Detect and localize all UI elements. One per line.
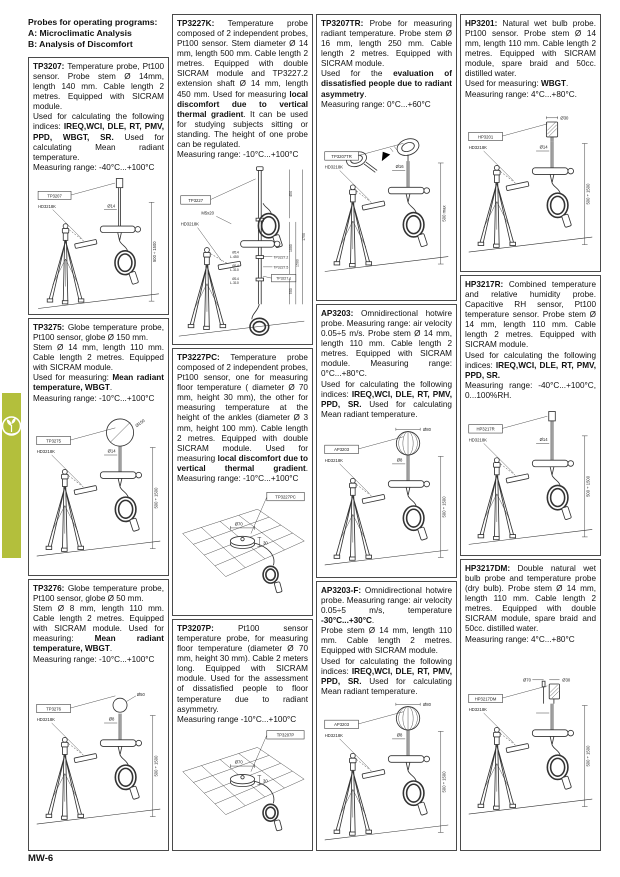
probe-code-label: TP3227 xyxy=(188,197,204,203)
dim-450: 450 xyxy=(289,191,294,197)
radiant-probe-figure xyxy=(321,110,452,298)
product-figure-ap3203f xyxy=(321,697,452,848)
tripod-probe-figure xyxy=(33,173,164,312)
product-desc-tp3275: TP3275: Globe temperature probe, Pt100 sensor, globe Ø 150 mm. Stem Ø 14 mm, length 110 mm. Cable length 2 metres. Equipped with SICRAM module. Used for measuring: Mean radiant temperature, WBGT. Measuring range: -10°C...+100°C xyxy=(33,323,164,403)
len3-label: L.310 xyxy=(230,281,239,286)
product-box-tp3276 xyxy=(28,579,169,851)
height-dim-label: 500 ÷ 1500 xyxy=(585,475,591,497)
clamp-label: HD3218K xyxy=(180,221,199,227)
probe-code-label: TP3207 xyxy=(47,193,62,199)
product-figure-hp3217r xyxy=(465,401,596,553)
product-figure-tp3207tr xyxy=(321,110,452,298)
height-dim-label: 500 ÷ 1500 xyxy=(441,496,447,518)
disc-diameter-label: Ø70 xyxy=(234,521,243,527)
probe-code-label: HP3217DM xyxy=(474,695,497,701)
product-box-hp3217dm xyxy=(460,559,601,851)
diameter-label: Ø14 xyxy=(539,144,548,150)
product-desc-hp3217r: HP3217R: Combined temperature and relative humidity probe. Capacitive RH sensor, Pt100 temperature sensor. Probe stem Ø 14 mm, length 110 mm. Cable length 2 metres. Equipped with SICRAM module. Used for calculating the following indices: IREQ,WCI, DLE, RT, PMV, PPD, SR. Measuring range: -40°C...+100°C, 0...100%RH. xyxy=(465,280,596,400)
product-box-tp3227pc xyxy=(172,348,313,616)
screw-label: M5x20 xyxy=(201,210,214,216)
probe-code-label: TP3276 xyxy=(46,705,61,711)
product-figure-hp3217dm xyxy=(465,645,596,848)
height-dim-label: 500 ÷ 1500 xyxy=(441,771,447,793)
disc-height-label: 30 xyxy=(263,778,268,784)
product-box-ap3203f xyxy=(316,581,457,851)
product-box-tp3207tr xyxy=(316,14,457,301)
disc-height-label: 30 xyxy=(263,540,268,546)
product-box-tp3207 xyxy=(28,57,169,315)
product-desc-hp3217dm: HP3217DM: Double natural wet bulb probe and temperature probe (dry bulb). Probe stem Ø 14 mm, length 110 mm. Cable length 2 metres. Equipped with double SICRAM module, spare braid and 50cc. distilled water. Measuring range: 4°C...+80°C xyxy=(465,564,596,644)
product-box-tp3275 xyxy=(28,318,169,576)
probe-code-label: TP3227PC xyxy=(275,494,296,500)
product-figure-tp3276 xyxy=(33,665,164,848)
height-dim-label: 500 max xyxy=(441,205,447,222)
wetbulb-probe-figure xyxy=(465,100,596,269)
clamp-label: HD3218K xyxy=(36,448,55,454)
product-figure-hp3201 xyxy=(465,100,596,269)
probe-code-label: TP3207P xyxy=(276,732,295,738)
page-number: MW-6 xyxy=(28,853,54,864)
part5-label: TP3227.5 xyxy=(273,265,289,270)
dim-1000: 1000 xyxy=(289,244,294,253)
product-desc-tp3207: TP3207: Temperature probe, Pt100 sensor. Probe stem Ø 14mm, length 140 mm. Cable length 2 metres. Equipped with SICRAM module. Used for calculating the following indices: IREQ,WCI, DLE, RT, PMV, PPD, WBGT, SR. Used for calculating Mean radiant temperature. Measuring range: -40°C...+100°C xyxy=(33,62,164,172)
clamp-label: HD3218K xyxy=(468,144,487,150)
probe-code-label: AP3203 xyxy=(334,447,350,453)
header-line-3: B: Analysis of Discomfort xyxy=(28,39,133,50)
header-line-1: Probes for operating programs: xyxy=(28,17,158,27)
dim-1750: 1750 xyxy=(302,233,307,241)
globe-probe-figure xyxy=(33,404,164,573)
page-header xyxy=(28,17,178,51)
product-figure-ap3203 xyxy=(321,420,452,575)
probe-code-label: TP3275 xyxy=(46,437,61,443)
product-figure-tp3227k xyxy=(177,160,308,342)
globe-diameter-label: Ø50 xyxy=(136,691,145,697)
top-diameter-label: Ø30 xyxy=(560,115,569,121)
dia2-label: Ø14 xyxy=(232,263,239,268)
clamp-label: HD3218K xyxy=(38,203,56,209)
diameter-label: Ø16 xyxy=(395,163,404,169)
product-desc-tp3227pc: TP3227PC: Temperature probe composed of 2 independent probes, Pt100 sensor, one for measuring floor temperature ( diameter Ø 70 mm, height 30 mm), the other for measuring temperature at the height of the ankles (diameter Ø 3 mm, height 100 mm). Cable length 2 metres. Equipped with double SICRAM module. Used for measuring local discomfort due to vertical thermal gradient. Measuring range: -10°C...+100°C xyxy=(177,353,308,483)
cage-diameter-label: Ø80 xyxy=(422,426,431,432)
hotwire-probe-figure xyxy=(321,697,452,848)
product-desc-tp3276: TP3276: Globe temperature probe, Pt100 sensor, globe Ø 50 mm. Stem Ø 8 mm, length 110 mm. Cable length 2 metres. Equipped with SICRAM module. Used for measuring: Mean radiant temperature, WBGT. Measuring range: -10°C...+100°C xyxy=(33,584,164,664)
product-figure-tp3227pc xyxy=(177,484,308,613)
part1-label: TP3227.1 xyxy=(276,276,292,281)
product-desc-tp3207tr: TP3207TR: Probe for measuring radiant temperature. Probe stem Ø 16 mm, length 250 mm. Cable length 2 metres. Equipped with SICRAM module. Used for the evaluation of dissatisfied people due to radiant asymmetry. Measuring range: 0°C...+60°C xyxy=(321,19,452,109)
clamp-label: HD3218K xyxy=(36,716,55,722)
height-dim-label: 500 ÷ 1500 xyxy=(153,487,159,509)
globe-diameter-label: Ø150 xyxy=(134,417,146,428)
section-tab-graphic xyxy=(2,393,21,558)
disc-diameter-label: Ø70 xyxy=(234,759,243,765)
diameter-label: Ø14 xyxy=(107,203,116,209)
globe-probe-figure xyxy=(33,665,164,848)
product-desc-hp3201: HP3201: Natural wet bulb probe. Pt100 sensor. Probe stem Ø 14 mm, length 110 mm. Cable length 2 metres. Equipped with SICRAM module, spare braid and 50cc. distilled water. Used for measuring: WBGT. Measuring range: 4°C...+80°C. xyxy=(465,19,596,99)
clamp-label: HD3218K xyxy=(324,732,343,738)
product-desc-ap3203f: AP3203-F: Omnidirectional hotwire probe. Measuring range: air velocity 0.05÷5 m/s, temperature -30°C...+30°C. Probe stem Ø 14 mm, length 110 mm. Cable length 2 metres. Equipped with SICRAM module. Used for calculating the following indices: IREQ,WCI, DLE, RT, PMV, PPD, SR. Used for calculating Mean radiant temperature. xyxy=(321,586,452,696)
floor-probe-figure xyxy=(177,725,308,848)
header-line-2: A: Microclimatic Analysis xyxy=(28,28,132,39)
probe-code-label: AP3203 xyxy=(334,722,350,728)
dim-1500: 1500 xyxy=(295,259,300,268)
product-box-tp3227k xyxy=(172,14,313,345)
diameter-label: Ø8 xyxy=(108,716,115,722)
product-desc-tp3227k: TP3227K: Temperature probe composed of 2 independent probes, Pt100 sensor. Stem diameter Ø 14 mm, length 500 mm. Cable length 2 metres. Equipped with double SICRAM module and TP3227.2 extension shaft Ø 14 mm, length 450 mm. Used for measuring local discomfort due to vertical thermal gradient. It can be used for studying subjects sitting or standing. The height of one probe can be regulated. Measuring range: -10°C...+100°C xyxy=(177,19,308,160)
clamp-label: HD3218K xyxy=(324,164,343,170)
product-figure-tp3275 xyxy=(33,404,164,573)
cage-diameter-label: Ø80 xyxy=(422,701,431,707)
dia1-label: Ø14 xyxy=(232,250,239,255)
product-box-hp3201 xyxy=(460,14,601,272)
product-box-hp3217r xyxy=(460,275,601,556)
clamp-label: HD3218K xyxy=(324,457,343,463)
clamp-label: HD3218K xyxy=(468,706,487,712)
height-dim-label: 500 ÷ 1500 xyxy=(153,755,159,777)
dim1-label: Ø70 xyxy=(523,677,531,683)
diameter-label: Ø8 xyxy=(396,732,403,738)
product-desc-ap3203: AP3203: Omnidirectional hotwire probe. Measuring range: air velocity 0.05÷5 m/s. Probe stem Ø 14 mm, length 110 mm. Cable length 2 metres. Equipped with SICRAM module. Measuring range: 0°C...+80°C. Used for calculating the following indices: IREQ,WCI, DLE, RT, PMV, PPD, SR. Used for calculating Mean radiant temperature. xyxy=(321,309,452,419)
diameter-label: Ø14 xyxy=(539,436,548,442)
probe-code-label: HP3201 xyxy=(477,133,494,139)
diameter-label: Ø14 xyxy=(107,448,116,454)
product-desc-tp3207p: TP3207P: Pt100 sensor temperature probe, for measuring floor temperature (diameter Ø 70 mm, height 30 mm). Cable 2 meters long. Equipped with SICRAM module. Used for the assessment of dissatisfied people to floor temperature due to radiant asymmetry. Measuring range -10°C...+100°C xyxy=(177,624,308,724)
section-tab xyxy=(2,393,21,558)
diameter-label: Ø8 xyxy=(396,457,403,463)
height-dim-label: 500 ÷ 1500 xyxy=(585,745,591,767)
dim-500: 500 xyxy=(289,288,294,295)
dia3-label: Ø14 xyxy=(232,277,239,282)
dual-probe-pole-figure xyxy=(177,160,308,342)
double-wetbulb-figure xyxy=(465,645,596,848)
part2-label: TP3227.2 xyxy=(273,255,289,260)
clamp-label: HD3218K xyxy=(468,437,487,443)
len2-label: L.310 xyxy=(230,268,239,273)
floor-probe-figure xyxy=(177,484,308,613)
len1-label: L.450 xyxy=(230,255,239,260)
hotwire-probe-figure xyxy=(321,420,452,575)
dim2-label: Ø30 xyxy=(562,677,571,683)
height-dim-label: 500 ÷ 1500 xyxy=(585,183,591,205)
product-figure-tp3207 xyxy=(33,173,164,312)
probe-code-label: HP3217R xyxy=(476,426,495,432)
product-figure-tp3207p xyxy=(177,725,308,848)
height-dim-label: 500 ÷ 1500 xyxy=(152,241,158,262)
product-box-tp3207p xyxy=(172,619,313,851)
rh-probe-figure xyxy=(465,401,596,553)
product-box-ap3203 xyxy=(316,304,457,578)
probe-code-label: TP3207TR xyxy=(331,153,352,159)
